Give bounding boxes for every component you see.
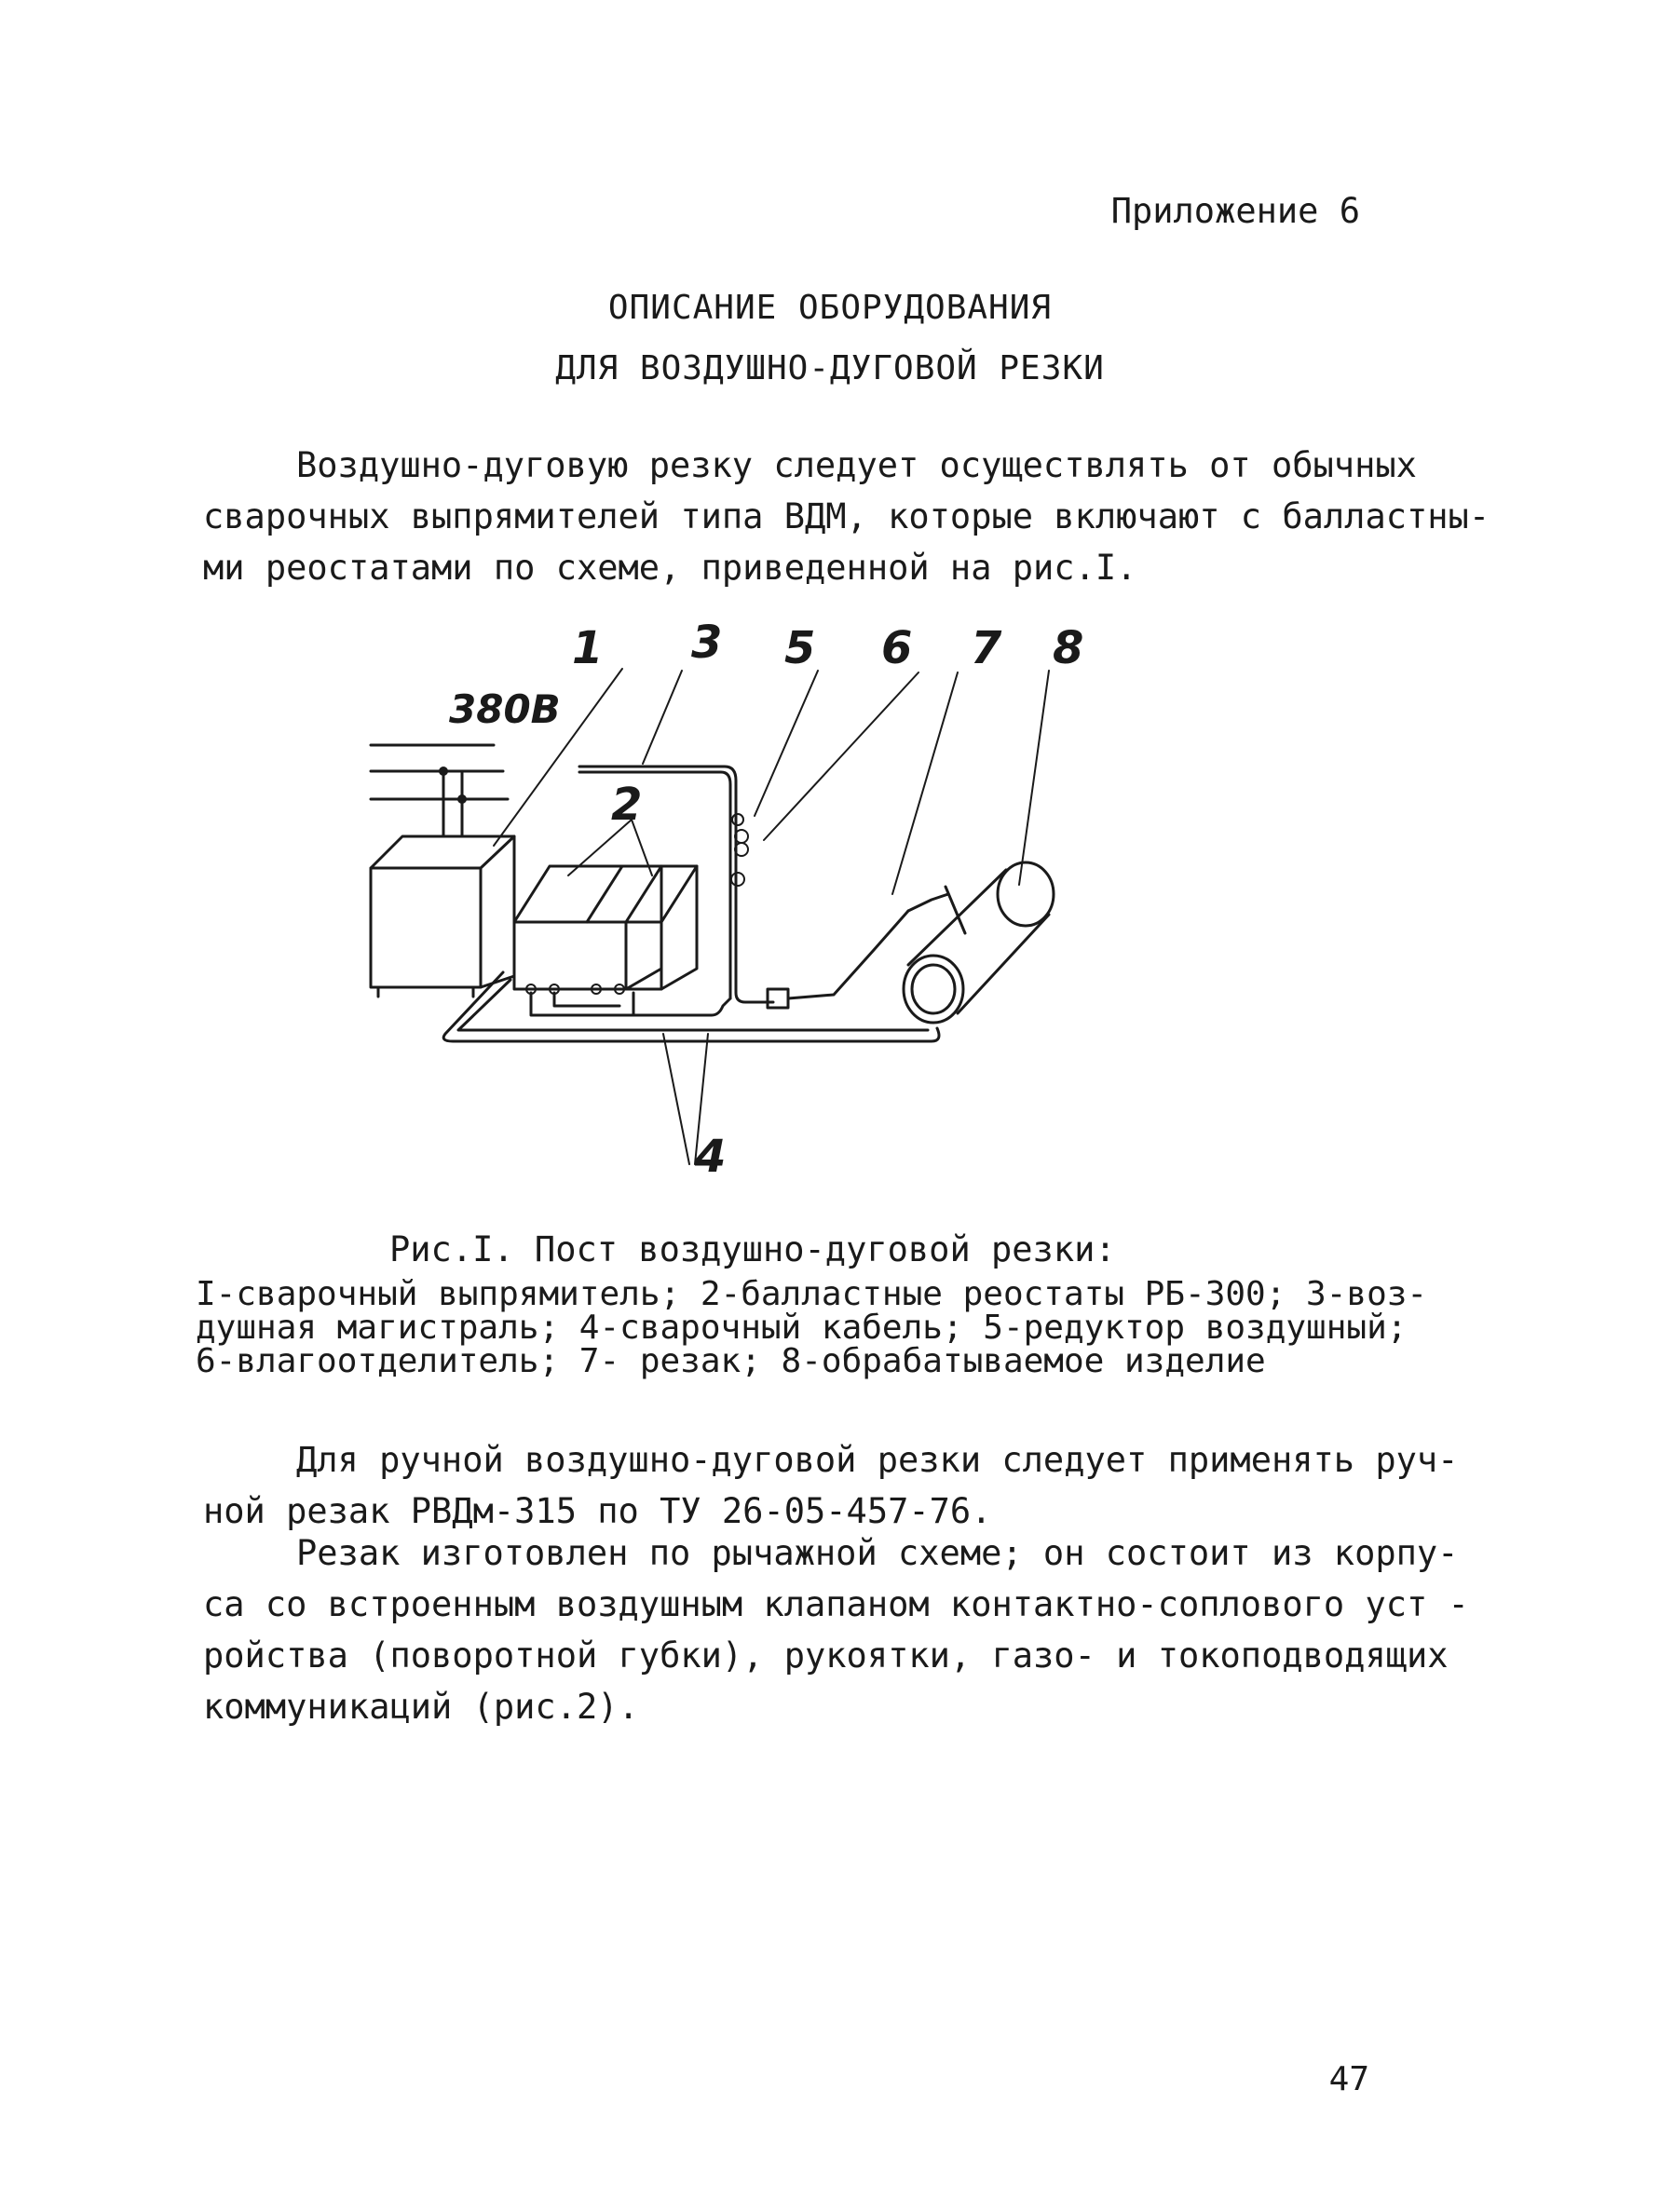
para3-line-1: Резак изготовлен по рычажной схеме; он состоит из корпу- <box>296 1533 1459 1573</box>
intro-line-1: Воздушно-дуговую резку следует осуществлять от обычных <box>296 445 1417 485</box>
caption-line-2: душная магистраль; 4-сварочный кабель; 5-редуктор воздушный; <box>196 1309 1408 1347</box>
label-7: 7 <box>971 622 1002 674</box>
label-2: 2 <box>611 779 643 831</box>
intro-line-2: сварочных выпрямителей типа ВДМ, которые включают с балластны- <box>203 496 1490 536</box>
voltage-label: 380В <box>449 686 561 732</box>
label-8: 8 <box>1053 622 1084 674</box>
para2-line-1: Для ручной воздушно-дуговой резки следует применять руч- <box>296 1440 1459 1480</box>
label-6: 6 <box>881 622 913 674</box>
figure-caption <box>196 1275 1428 1380</box>
para3-line-2: са со встроенным воздушным клапаном контактно-соплового уст - <box>203 1584 1469 1624</box>
power-lines <box>371 745 508 836</box>
intro-line-3: ми реостатами по схеме, приведенной на рис.I. <box>203 548 1137 588</box>
welding-rectifier <box>371 836 514 997</box>
leader-lines <box>494 669 1049 1164</box>
page-title-line-1: ОПИСАНИЕ ОБОРУДОВАНИЯ <box>607 289 1053 327</box>
workpiece-cylinder <box>904 862 1054 1023</box>
paragraph-2 <box>203 1434 1459 1537</box>
label-1: 1 <box>572 622 604 674</box>
appendix-label: Приложение 6 <box>1110 191 1360 231</box>
label-5: 5 <box>784 622 816 674</box>
page-number: 47 <box>1328 2060 1369 2098</box>
paragraph-3 <box>203 1527 1469 1732</box>
figure-caption-title: Рис.I. Пост воздушно-дуговой резки: <box>389 1229 1116 1269</box>
ballast-rheostats <box>514 866 697 1015</box>
caption-line-1: I-сварочный выпрямитель; 2-балластные реостаты РБ-300; 3-воз- <box>196 1275 1428 1313</box>
welding-cables <box>443 972 939 1041</box>
para3-line-4: коммуникаций (рис.2). <box>203 1687 639 1727</box>
caption-line-3: 6-влагоотделитель; 7- резак; 8-обрабатываемое изделие <box>196 1342 1266 1380</box>
label-4: 4 <box>695 1131 727 1183</box>
para3-line-3: ройства (поворотной губки), рукоятки, газо- и токоподводящих <box>203 1635 1449 1676</box>
label-3: 3 <box>691 617 723 669</box>
para2-line-2: ной резак РВДм-315 по ТУ 26-05-457-76. <box>203 1491 992 1531</box>
page-title-line-2: ДЛЯ ВОЗДУШНО-ДУГОВОЙ РЕЗКИ <box>555 349 1105 387</box>
